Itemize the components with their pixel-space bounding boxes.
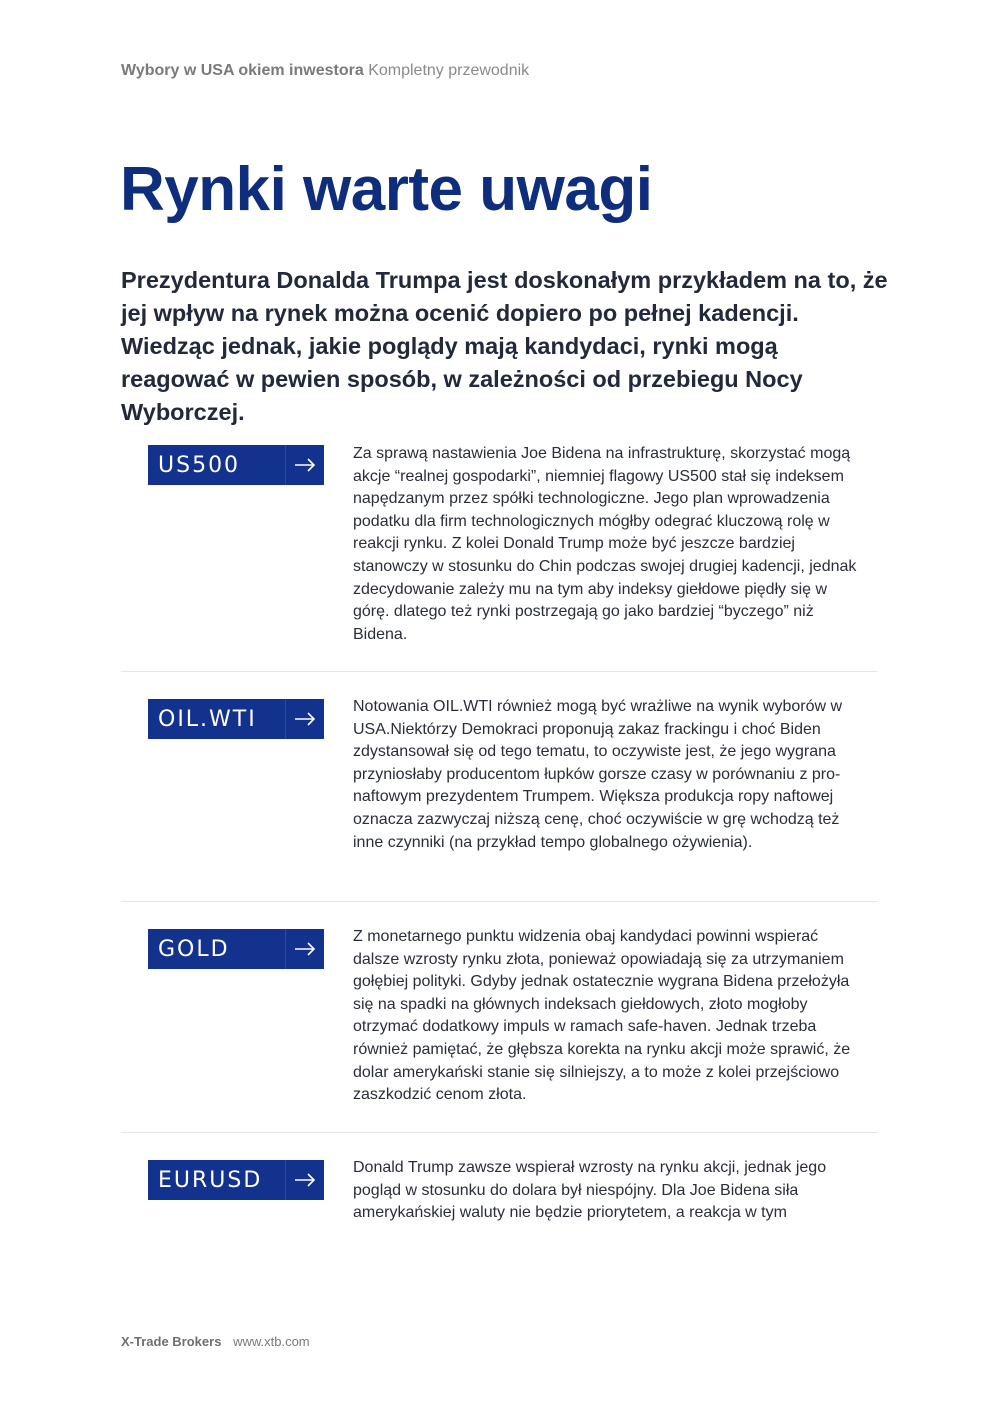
market-badge-gold [148, 929, 324, 969]
market-description: Donald Trump zawsze wspierał wzrosty na rynku akcji, jednak jego pogląd w stosunku do dolara był niespójny. Dla Joe Bidena siła amerykańskiej waluty nie będzie priorytetem, a reakcja w tym [353, 1159, 827, 1222]
header-title: Wybory w USA okiem inwestora [121, 62, 364, 79]
market-badge-eurusd [148, 1160, 324, 1200]
market-description: Za sprawą nastawienia Joe Bidena na infrastrukturę, skorzystać mogą akcje “realnej gospodarki”, niemniej flagowy US500 stał się indeksem napędzanym przez spółki technologiczne. Jego plan wprowadzenia podatku dla firm technologicznych mógłby odegrać kluczową rolę w reakcji rynku. Z kolei Donald Trump może być jeszcze bardziej stanowczy w stosunku do Chin podczas swojej drugiej kadencji, jednak zdecydowanie zależy mu na tym aby indeksy giełdowe piędły się w górę. dlatego też rynki postrzegają go jako bardziej “byczego” niż Bidena. [353, 445, 857, 643]
arrow-right-icon [285, 929, 324, 969]
market-badge-oil-wti [148, 699, 324, 739]
arrow-right-icon [285, 1160, 324, 1200]
lead-paragraph: Prezydentura Donalda Trumpa jest doskonałym przykładem na to, że jej wpływ na rynek można ocenić dopiero po pełnej kadencji. Wiedząc jednak, jakie poglądy mają kandydaci, rynki mogą reagować w pewien sposób, w zależności od przebiegu Nocy Wyborczej. [121, 267, 888, 425]
document-footer [121, 1334, 310, 1349]
section-divider [121, 671, 877, 672]
market-description: Z monetarnego punktu widzenia obaj kandydaci powinni wspierać dalsze wzrosty rynku złota, ponieważ opowiadają się za utrzymaniem gołębiej polityki. Gdyby jednak ostatecznie wygrana Bidena przełożyła się na spadki na głównych indeksach giełdowych, złoto mogłoby otrzymać dodatkowy impuls w ramach safe-haven. Jednak trzeba również pamiętać, że głębsza korekta na rynku akcji może sprawić, że dolar amerykański stanie się silniejszy, a to może z kolei przejściowo zaszkodzić cenom złota. [353, 928, 851, 1104]
market-badge-label: US500 [158, 452, 241, 478]
market-badge-label: OIL.WTI [158, 706, 257, 732]
market-badge-us500 [148, 445, 324, 485]
market-badge-label: GOLD [158, 936, 230, 962]
footer-company: X-Trade Brokers [121, 1334, 222, 1349]
document-header [121, 62, 529, 80]
market-description: Notowania OIL.WTI również mogą być wrażliwe na wynik wyborów w USA.Niektórzy Demokraci proponują zakaz frackingu i choć Biden zdystansował się od tego tematu, to oczywiste jest, że jego wygrana przyniosłaby producentom łupków gorsze czasy w porównaniu z pro-naftowym prezydentem Trumpem. Większa produkcja ropy naftowej oznacza zazwyczaj niższą cenę, choć oczywiście w grę wchodzą też inne czynniki (na przykład tempo globalnego ożywienia). [353, 698, 843, 851]
arrow-right-icon [285, 445, 324, 485]
header-subtitle: Kompletny przewodnik [368, 62, 530, 79]
market-badge-label: EURUSD [158, 1167, 263, 1193]
arrow-right-icon [285, 699, 324, 739]
section-divider [121, 901, 877, 902]
page-title: Rynki warte uwagi [120, 155, 653, 224]
section-divider [121, 1132, 877, 1133]
footer-url[interactable]: www.xtb.com [233, 1334, 310, 1349]
